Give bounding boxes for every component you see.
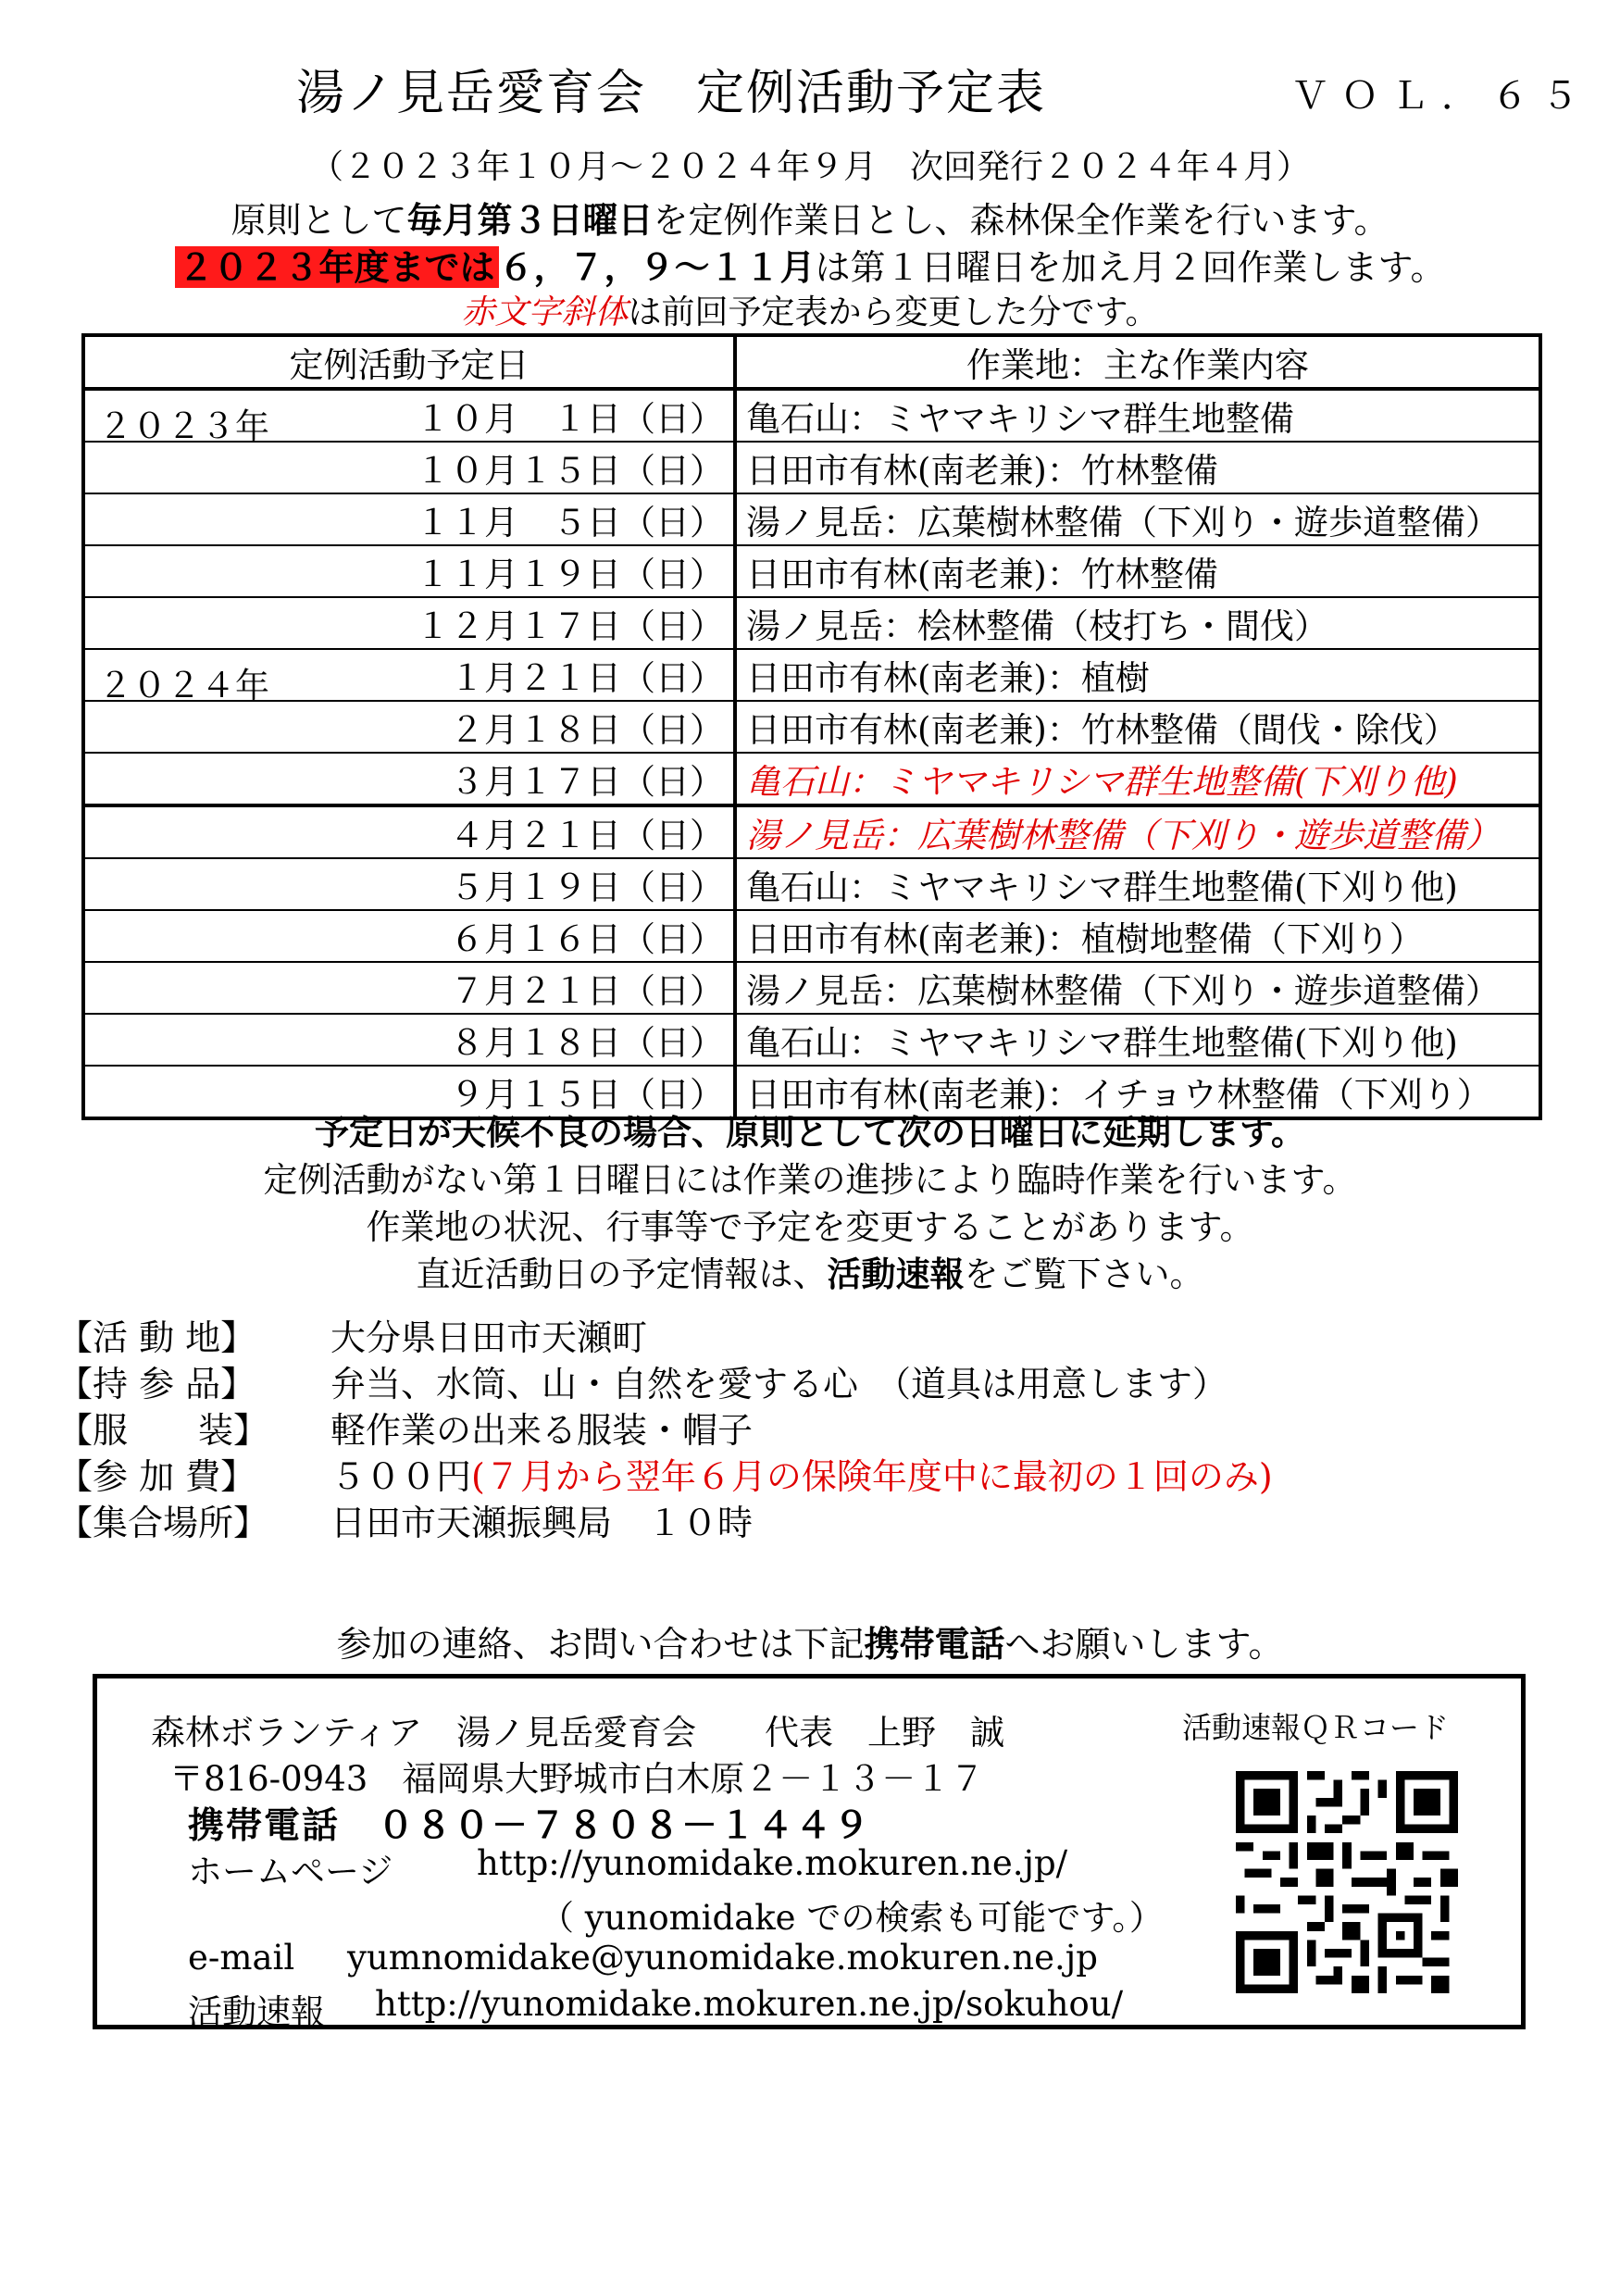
highlight-badge: ２０２３年度までは — [175, 246, 499, 288]
flash-label: 活動速報 — [188, 1992, 325, 2032]
period-line: （２０２３年１０月～２０２４年９月 次回発行２０２４年４月） — [309, 148, 1310, 186]
email-link[interactable]: yumnomidake@yunomidake.mokuren.ne.jp — [347, 1938, 1098, 1978]
table-row-changed: ３月１７日（日） 亀石山：ミヤマキリシマ群生地整備(下刈り他) — [83, 753, 1540, 805]
flash-info-note: 直近活動日の予定情報は、活動速報をご覧下さい。 — [416, 1254, 1204, 1294]
header-date: 定例活動予定日 — [83, 335, 735, 389]
table-row-changed: ４月２１日（日） 湯ノ見岳：広葉樹林整備（下刈り・遊歩道整備） — [83, 805, 1540, 858]
table-row: ２０２３年 １０月 １日（日） 亀石山：ミヤマキリシマ群生地整備 — [83, 389, 1540, 442]
table-row: １０月１５日（日） 日田市有林(南老兼)：竹林整備 — [83, 442, 1540, 493]
table-row: １１月 ５日（日） 湯ノ見岳：広葉樹林整備（下刈り・遊歩道整備） — [83, 493, 1540, 545]
info-place: 【活 動 地】 大分県日田市天瀬町 — [57, 1317, 648, 1358]
table-row: ９月１５日（日） 日田市有林(南老兼)：イチョウ林整備（下刈り） — [83, 1066, 1540, 1118]
contact-lead: 参加の連絡、お問い合わせは下記携帯電話へお願いします。 — [336, 1623, 1284, 1665]
table-row: ５月１９日（日） 亀石山：ミヤマキリシマ群生地整備(下刈り他) — [83, 858, 1540, 910]
temporary-work-note: 定例活動がない第１日曜日には作業の進捗により臨時作業を行います。 — [263, 1160, 1357, 1200]
header — [0, 54, 1620, 128]
info-bring: 【持 参 品】 弁当、水筒、山・自然を愛する心 （道具は用意します） — [57, 1364, 1228, 1404]
phone: 携帯電話 ０８０－７８０８－１４４９ — [188, 1804, 872, 1847]
contact-box — [93, 1674, 1526, 2032]
search-note: （ yunomidake での検索も可能です。） — [540, 1898, 1164, 1938]
table-row: ２０２４年 １月２１日（日） 日田市有林(南老兼)：植樹 — [83, 649, 1540, 701]
table-row: ６月１６日（日） 日田市有林(南老兼)：植樹地整備（下刈り） — [83, 910, 1540, 962]
table-row: ７月２１日（日） 湯ノ見岳：広葉樹林整備（下刈り・遊歩道整備） — [83, 962, 1540, 1014]
notes-section — [0, 1109, 1620, 1298]
organization: 森林ボランティア 湯ノ見岳愛育会 代表 上野 誠 — [151, 1713, 1005, 1753]
info-clothes: 【服 装】 軽作業の出来る服装・帽子 — [57, 1410, 754, 1451]
volume-number: ＶＯＬ．６５ — [1291, 75, 1591, 118]
postpone-note: 予定日が天候不良の場合、原則として次の日曜日に延期します。 — [314, 1112, 1306, 1153]
change-note: 作業地の状況、行事等で予定を変更することがあります。 — [366, 1207, 1254, 1247]
change-note-line: 赤文字斜体は前回予定表から変更した分です。 — [461, 293, 1159, 331]
table-row: １２月１７日（日） 湯ノ見岳：桧林整備（枝打ち・間伐） — [83, 597, 1540, 649]
qr-code-icon[interactable] — [1236, 1771, 1458, 1993]
info-fee: 【参 加 費】 ５００円(７月から翌年６月の保険年度中に最初の１回のみ) — [57, 1456, 1273, 1497]
table-row: ８月１８日（日） 亀石山：ミヤマキリシマ群生地整備(下刈り他) — [83, 1014, 1540, 1066]
info-meeting: 【集合場所】 日田市天瀬振興局 １０時 — [57, 1503, 754, 1543]
email-label: e-mail — [188, 1938, 295, 1978]
table-row: ２月１８日（日） 日田市有林(南老兼)：竹林整備（間伐・除伐） — [83, 701, 1540, 753]
table-header-row — [83, 335, 1540, 389]
flash-link[interactable]: http://yunomidake.mokuren.ne.jp/sokuhou/ — [375, 1984, 1124, 2024]
header-work: 作業地：主な作業内容 — [735, 335, 1540, 389]
address: 〒816-0943 福岡県大野城市白木原２－１３－１７ — [169, 1759, 985, 1799]
info-list — [57, 1315, 1273, 1546]
page-title: 湯ノ見岳愛育会 定例活動予定表 — [296, 66, 1047, 121]
extra-days-line: ２０２３年度までは ６，７，９～１１月は第１日曜日を加え月２回作業します。 — [0, 239, 1620, 290]
homepage-label: ホームページ — [188, 1852, 393, 1891]
rule-line: 原則として毎月第３日曜日を定例作業日とし、森林保全作業を行います。 — [231, 199, 1389, 241]
schedule-table — [81, 333, 1542, 1120]
qr-label: 活動速報ＱＲコード — [1182, 1710, 1450, 1745]
homepage-link[interactable]: http://yunomidake.mokuren.ne.jp/ — [477, 1843, 1068, 1883]
table-row: １１月１９日（日） 日田市有林(南老兼)：竹林整備 — [83, 545, 1540, 597]
